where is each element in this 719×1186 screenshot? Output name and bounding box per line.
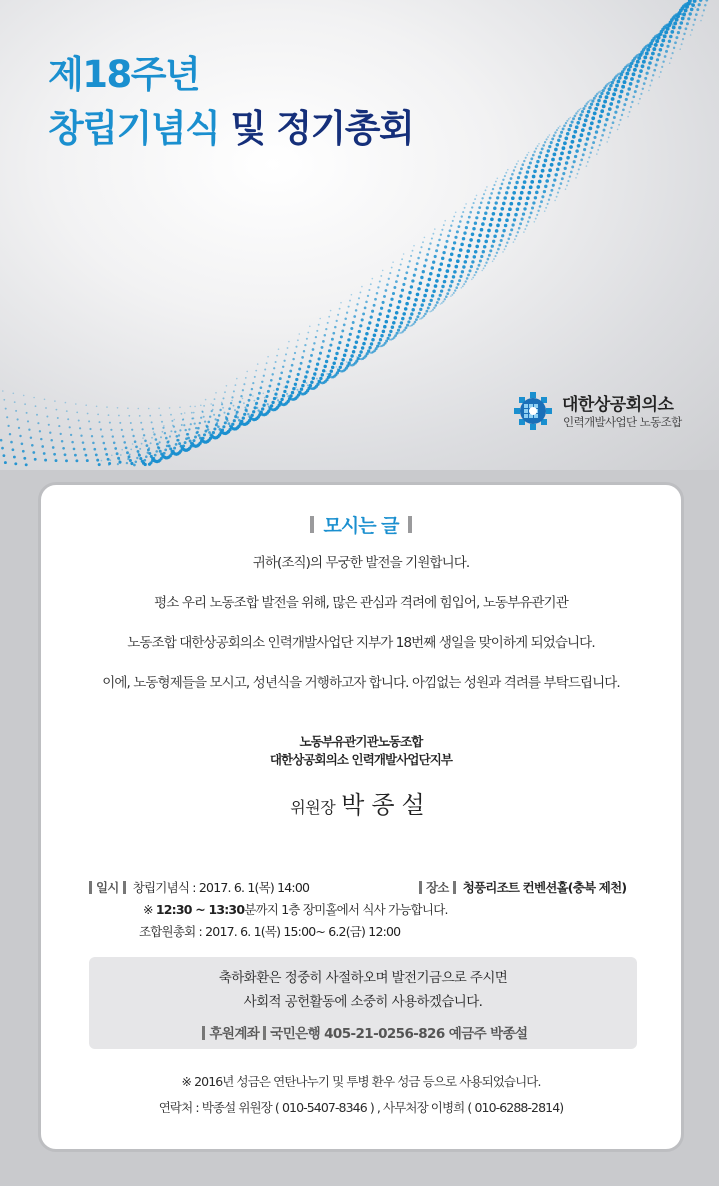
gear-logo-icon (512, 390, 554, 432)
signature (41, 785, 681, 820)
heading-bar-left (310, 516, 314, 533)
body-line: 귀하(조직)의 무궁한 발전을 기원합니다. (252, 555, 470, 571)
heading-bar-right (408, 516, 412, 533)
meal-time: 12:30 ~ 13:30 (155, 902, 245, 917)
union-logo (512, 386, 702, 436)
place-tag (419, 880, 460, 895)
invitation-card (38, 482, 684, 1152)
donation-box (89, 957, 637, 1049)
detail-row-date (89, 877, 649, 899)
place-value: 청풍리조트 컨벤션홀(충북 제천) (462, 880, 627, 895)
footer-note: ※ 2016년 성금은 연탄나누기 및 투병 환우 성금 등으로 사용되었습니다. (181, 1074, 541, 1089)
title-line1: 제18주년 (48, 53, 200, 96)
ceremony-time: 창립기념식 : 2017. 6. 1(목) 14:00 (132, 880, 310, 895)
organization-block (41, 733, 681, 769)
meal-note (143, 899, 649, 921)
logo-subtitle: 인력개발사업단 노동조합 (563, 415, 682, 429)
signature-role: 위원장 (290, 798, 336, 817)
date-tag (89, 880, 130, 895)
account-number: 국민은행 405-21-0256-826 예금주 박종설 (270, 1026, 528, 1042)
header-banner (0, 0, 719, 470)
logo-name: 대한상공회의소 (562, 395, 674, 415)
assembly-time: 조합원총회 : 2017. 6. 1(목) 15:00~ 6.2(금) 12:00 (139, 924, 401, 939)
meal-note-text: 분까지 1층 장미홀에서 식사 가능합니다. (244, 902, 448, 917)
donation-line2: 사회적 공헌활동에 소중히 사용하겠습니다. (243, 994, 483, 1010)
title-line2-accent: 및 정기총회 (230, 107, 414, 150)
account-info (89, 1022, 637, 1042)
invitation-body (41, 553, 681, 713)
body-line: 이에, 노동형제들을 모시고, 성년식을 거행하고자 합니다. 아낌없는 성원과 격려를 부탁드립니다. (102, 675, 620, 691)
date-tag-label: 일시 (96, 880, 119, 895)
body-line: 평소 우리 노동조합 발전을 위해, 많은 관심과 격려에 힘입어, 노동부유관기관 (154, 595, 568, 611)
title-line2-main: 창립기념식 (48, 107, 231, 150)
page-title (48, 48, 413, 156)
place-tag-label: 장소 (426, 880, 449, 895)
signature-name: 박종설 (341, 791, 432, 819)
body-line: 노동조합 대한상공회의소 인력개발사업단 지부가 18번째 생일을 맞이하게 되었습니다. (127, 635, 595, 651)
invitation-heading-text: 모시는 글 (323, 515, 399, 537)
org-line1: 노동부유관기관노동조합 (299, 734, 423, 749)
place-info (419, 877, 626, 899)
event-details (89, 877, 649, 943)
org-line2: 대한상공회의소 인력개발사업단지부 (269, 752, 453, 767)
note-prefix: ※ (143, 902, 153, 917)
account-tag: 후원계좌 (209, 1026, 260, 1042)
donation-line1: 축하화환은 정중히 사절하오며 발전기금으로 주시면 (218, 970, 508, 986)
contact-info: 연락처 : 박종설 위원장 ( 010-5407-8346 ) , 사무처장 이병희 ( 010-6288-2814) (158, 1100, 564, 1115)
title-line2 (48, 102, 413, 156)
invitation-heading (41, 511, 681, 538)
footer (41, 1069, 681, 1121)
